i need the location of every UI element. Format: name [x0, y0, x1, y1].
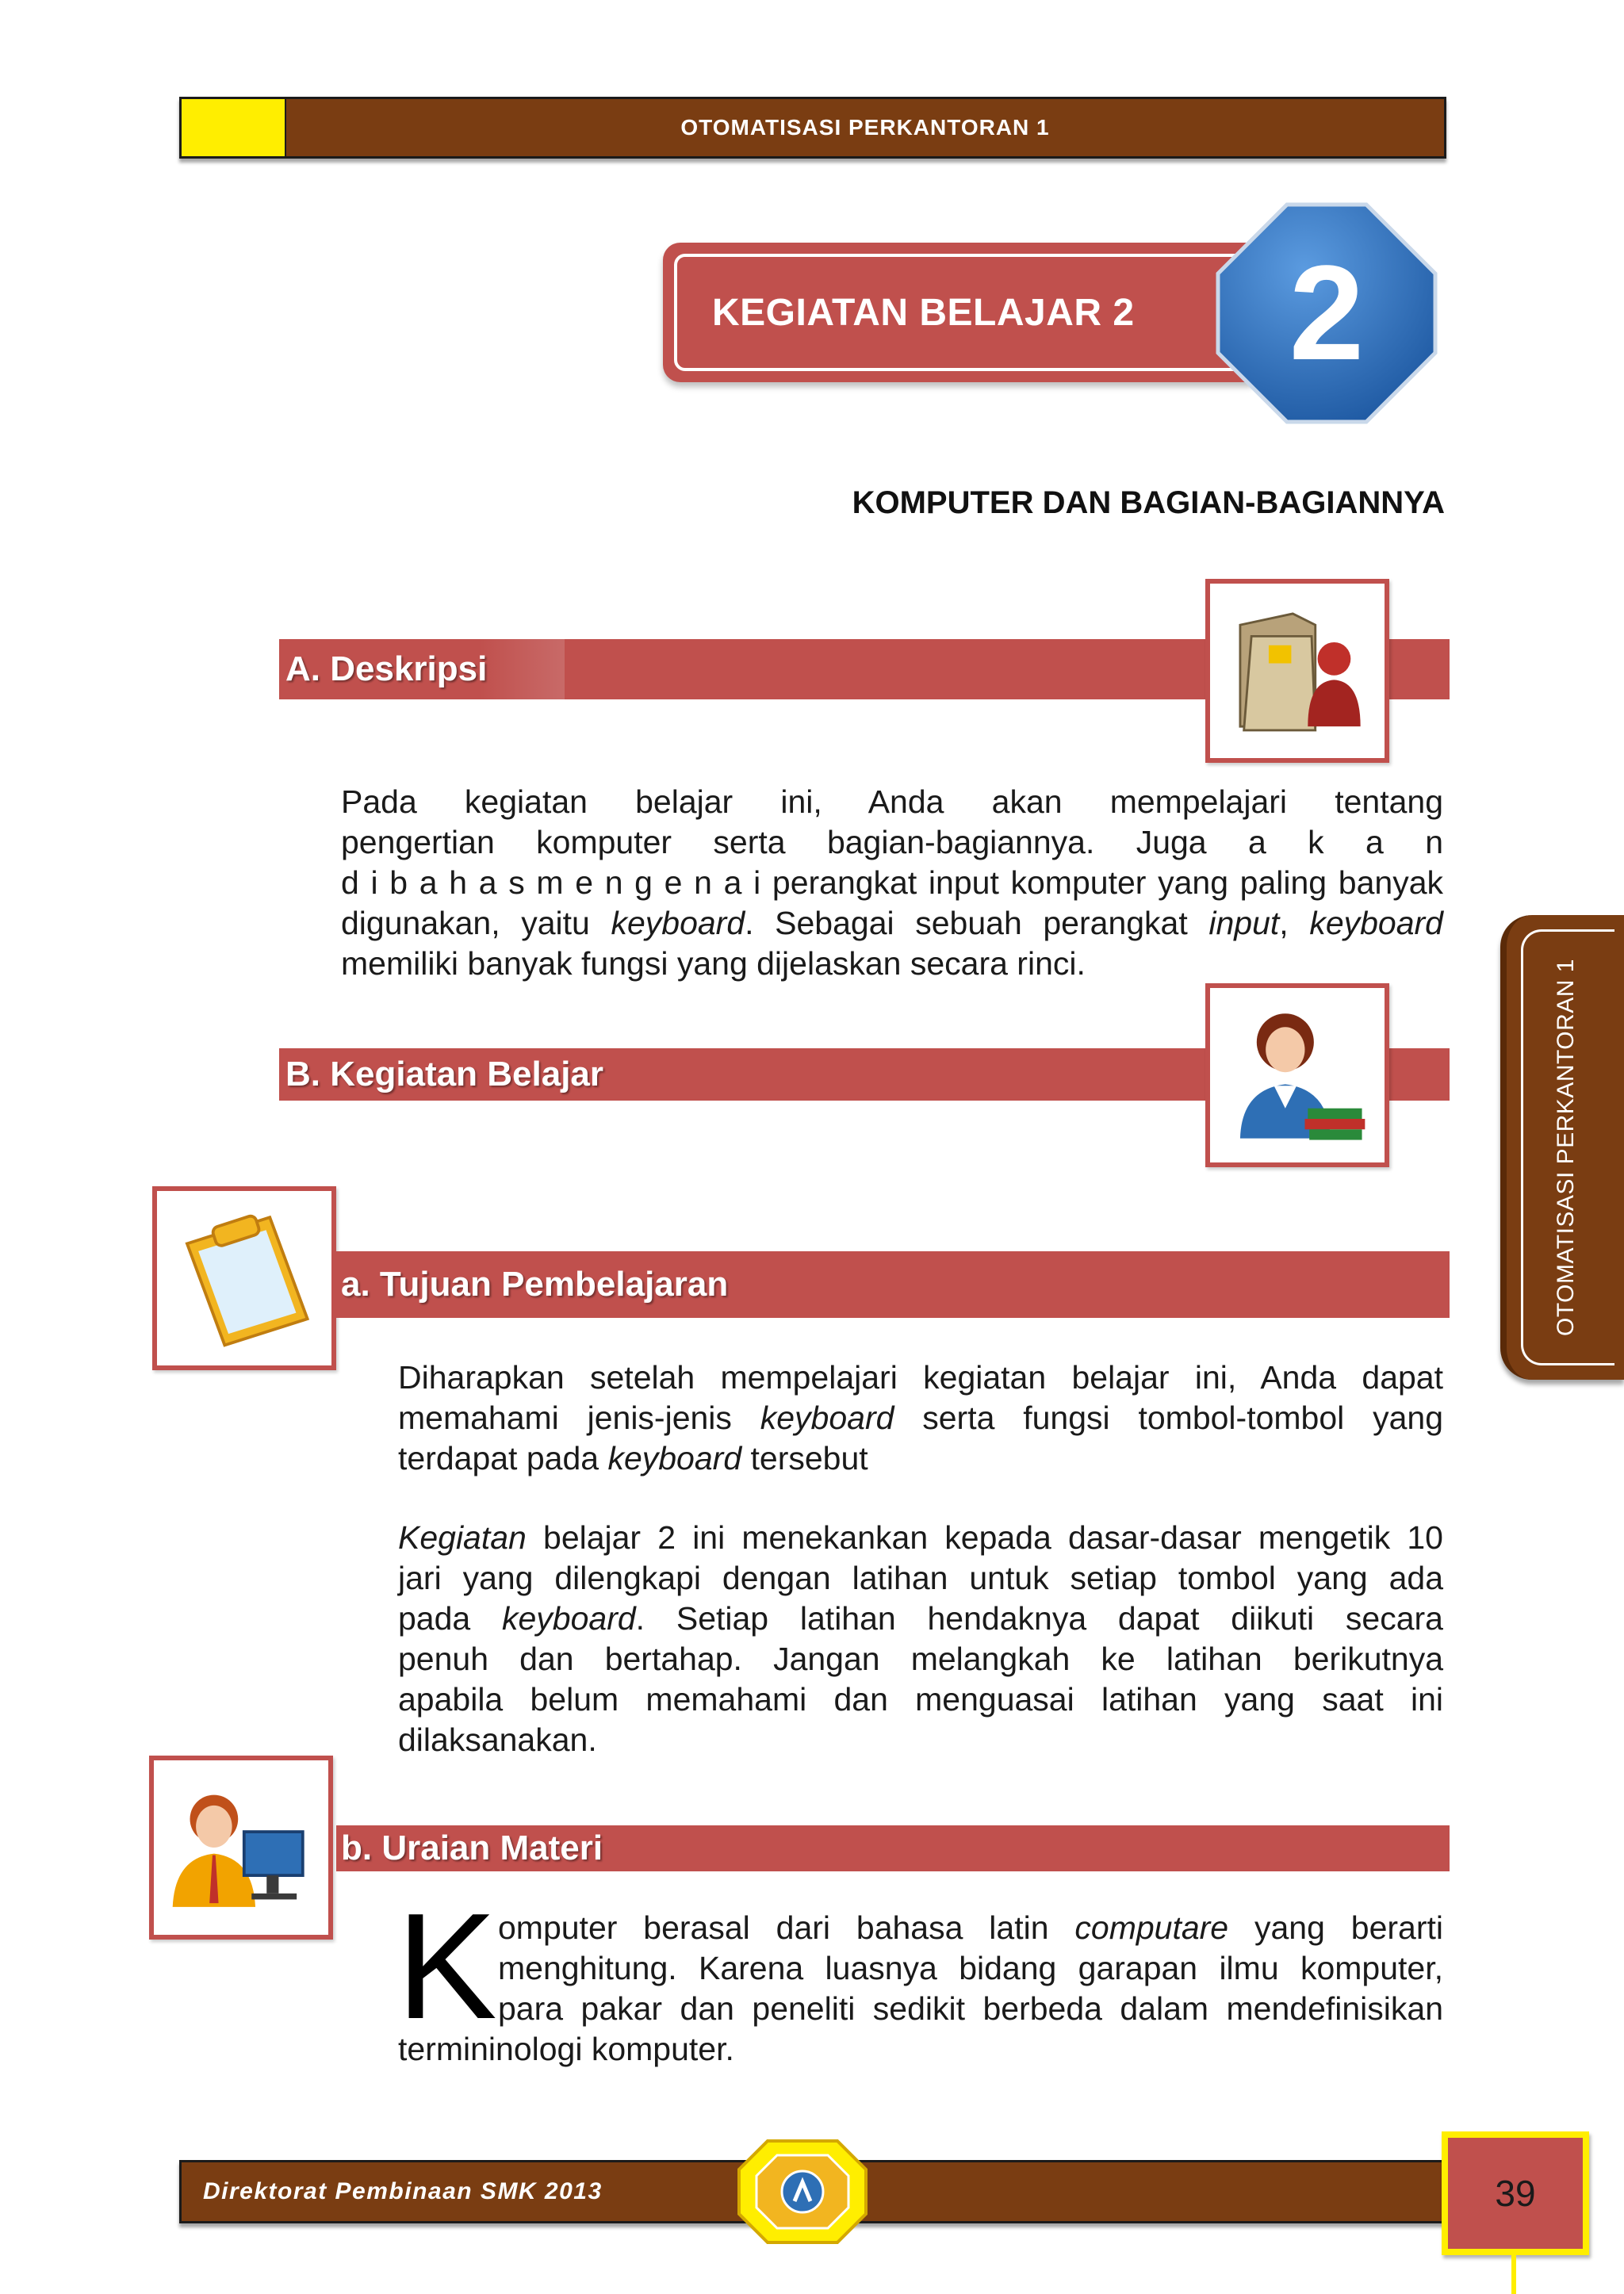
student-books-icon	[1210, 988, 1385, 1162]
sub-b-label: b. Uraian Materi	[341, 1829, 603, 1867]
text-line: menghitung. Karena luasnya bidang garapan ilmu komputer,	[498, 1950, 1443, 1986]
text-line: omputer berasal dari bahasa latin computare yang berarti	[498, 1909, 1443, 1946]
smk-logo-icon	[736, 2138, 869, 2246]
text-line: Pada kegiatan belajar ini, Anda akan mempelajari tentang	[341, 783, 1443, 820]
text-line: apabila belum memahami dan menguasai latihan yang saat ini	[398, 1681, 1443, 1718]
text-line: pengertian komputer serta bagian-bagiannya. Juga a k a n	[341, 824, 1443, 860]
text-line: digunakan, yaitu keyboard. Sebagai sebuah perangkat input, keyboard	[341, 905, 1443, 941]
side-tab-label: OTOMATISASI PERKANTORAN 1	[1553, 959, 1579, 1336]
kegiatan-title: KEGIATAN BELAJAR 2	[712, 291, 1135, 334]
header-yellow-block	[182, 99, 286, 156]
section-a-paragraph	[341, 782, 1443, 984]
sub-a-paragraph-2	[398, 1518, 1443, 1760]
text-line: termininologi komputer.	[398, 2031, 734, 2067]
material-icon-box	[149, 1756, 333, 1940]
text-line: d i b a h a s m e n g e n a i perangkat input komputer yang paling banyak	[341, 864, 1443, 901]
folder-user-icon	[1210, 584, 1385, 758]
text-line: penuh dan bertahap. Jangan melangkah ke latihan berikutnya	[398, 1641, 1443, 1677]
page-number: 39	[1495, 2173, 1536, 2214]
chapter-title: KOMPUTER DAN BAGIAN-BAGIANNYA	[852, 485, 1445, 520]
learning-icon-box	[1205, 983, 1389, 1167]
description-icon-box	[1205, 579, 1389, 763]
section-a-label: A. Deskripsi	[285, 649, 488, 688]
sub-b-paragraph-indented	[498, 1908, 1443, 2029]
header-bar	[179, 97, 1446, 159]
sub-b-paragraph-last	[398, 2029, 1443, 2070]
sub-a-label: a. Tujuan Pembelajaran	[341, 1265, 729, 1304]
text-line: jari yang dilengkapi dengan latihan untuk setiap tombol yang ada	[398, 1560, 1443, 1596]
page-number-stem	[1511, 2255, 1516, 2294]
text-line: dilaksanakan.	[398, 1721, 597, 1758]
chapter-number: 2	[1289, 238, 1365, 389]
text-line: memiliki banyak fungsi yang dijelaskan secara rinci.	[341, 945, 1086, 982]
footer-text: Direktorat Pembinaan SMK 2013	[203, 2178, 603, 2204]
sub-a-bar	[336, 1251, 1450, 1318]
text-line: para pakar dan peneliti sedikit berbeda dalam mendefinisikan	[498, 1990, 1443, 2027]
objective-icon-box	[152, 1186, 336, 1370]
drop-cap: K	[396, 1882, 497, 2051]
text-line: memahami jenis-jenis keyboard serta fungsi tombol-tombol yang	[398, 1400, 1443, 1436]
text-line: Diharapkan setelah mempelajari kegiatan belajar ini, Anda dapat	[398, 1359, 1443, 1396]
section-b-label: B. Kegiatan Belajar	[285, 1055, 604, 1093]
sub-a-paragraph-1	[398, 1358, 1443, 1479]
text-line: Kegiatan belajar 2 ini menekankan kepada dasar-dasar mengetik 10	[398, 1519, 1443, 1556]
sub-b-bar	[336, 1825, 1450, 1871]
clipboard-icon	[157, 1191, 331, 1365]
header-title: OTOMATISASI PERKANTORAN 1	[680, 115, 1050, 140]
text-line: terdapat pada keyboard tersebut	[398, 1440, 868, 1476]
text-line: pada keyboard. Setiap latihan hendaknya dapat diikuti secara	[398, 1600, 1443, 1637]
user-computer-icon	[154, 1760, 328, 1935]
kegiatan-banner	[663, 243, 1266, 382]
